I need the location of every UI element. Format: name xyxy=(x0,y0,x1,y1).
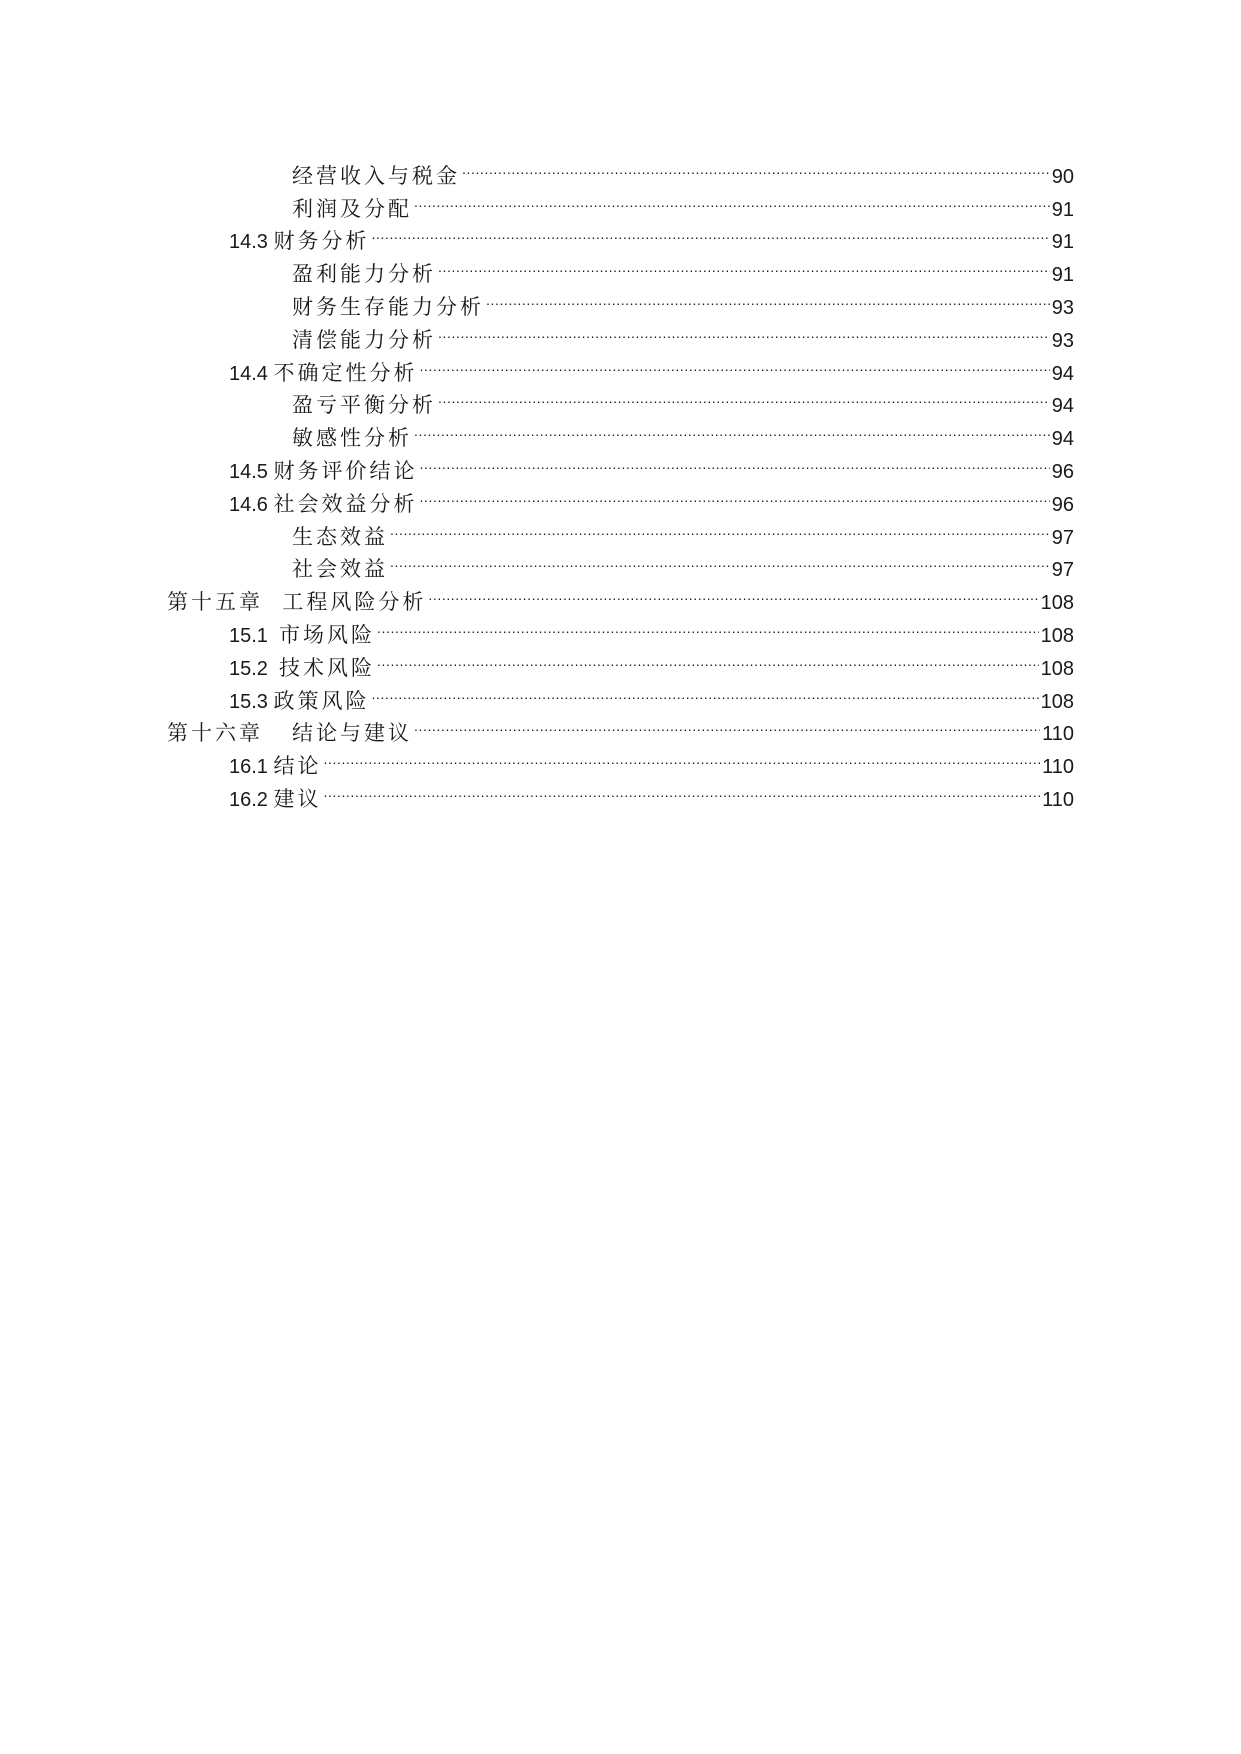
toc-entry-page: 90 xyxy=(1051,165,1074,188)
toc-entry[interactable] xyxy=(0,380,1241,418)
toc-entry-page: 97 xyxy=(1051,559,1074,582)
toc-entry-title: 利润及分配 xyxy=(292,196,412,221)
toc-entry-page: 94 xyxy=(1051,428,1074,451)
toc-entry-page: 108 xyxy=(1040,592,1074,615)
toc-entry-page: 110 xyxy=(1042,756,1074,779)
toc-leader-dots xyxy=(377,609,1039,642)
toc-entry[interactable] xyxy=(0,248,1241,287)
toc-entry-page: 91 xyxy=(1051,198,1074,221)
toc-entry-number: 15.3 xyxy=(229,690,274,713)
toc-entry[interactable] xyxy=(0,281,1241,319)
toc-entry-page: 108 xyxy=(1040,657,1074,680)
toc-entry[interactable] xyxy=(0,642,1241,680)
toc-leader-dots xyxy=(419,445,1049,478)
toc-leader-dots xyxy=(438,248,1050,281)
toc-leader-dots xyxy=(428,576,1038,609)
toc-entry-page: 108 xyxy=(1040,690,1074,713)
toc-leader-dots xyxy=(390,511,1050,544)
toc-leader-dots xyxy=(371,675,1038,708)
toc-entry-page: 97 xyxy=(1051,526,1074,549)
toc-entry[interactable] xyxy=(0,347,1241,385)
toc-leader-dots xyxy=(371,216,1049,249)
toc-entry[interactable] xyxy=(0,511,1241,549)
toc-entry-title: 技术风险 xyxy=(279,655,376,680)
toc-entry-title: 第十五章 工程风险分析 xyxy=(167,590,427,615)
toc-entry-page: 94 xyxy=(1051,362,1074,385)
toc-entry-page: 94 xyxy=(1051,395,1074,418)
toc-chapter-entry[interactable] xyxy=(0,576,1241,615)
toc-entry-number: 14.4 xyxy=(229,362,274,385)
toc-entry-number: 14.3 xyxy=(229,231,274,254)
toc-entry-title: 市场风险 xyxy=(279,622,376,647)
toc-entry-title: 社会效益 xyxy=(292,557,388,582)
toc-leader-dots xyxy=(462,150,1050,183)
toc-entry[interactable] xyxy=(0,544,1241,582)
toc-entry[interactable] xyxy=(0,609,1241,647)
toc-leader-dots xyxy=(438,314,1050,347)
toc-entry-title: 财务分析 xyxy=(273,229,370,254)
toc-entry-title: 结论 xyxy=(273,754,322,779)
toc-entry[interactable] xyxy=(0,150,1241,188)
toc-entry-title: 财务生存能力分析 xyxy=(292,294,484,319)
toc-entry-page: 91 xyxy=(1051,264,1074,287)
toc-entry-page: 110 xyxy=(1042,723,1074,746)
toc-entry[interactable] xyxy=(0,445,1241,483)
toc-leader-dots xyxy=(390,544,1050,577)
toc-entry-title: 盈亏平衡分析 xyxy=(292,393,436,418)
toc-entry-title: 财务评价结论 xyxy=(273,458,418,483)
toc-entry-page: 91 xyxy=(1051,231,1074,254)
toc-leader-dots xyxy=(414,708,1040,741)
toc-entry-number: 16.1 xyxy=(229,756,274,779)
toc-entry-page: 110 xyxy=(1042,788,1074,811)
toc-entry-page: 93 xyxy=(1051,329,1074,352)
toc-entry-title: 第十六章 结论与建议 xyxy=(167,721,413,746)
toc-entry-number: 15.2 xyxy=(229,657,280,680)
toc-entry-number: 15.1 xyxy=(229,624,280,647)
toc-entry[interactable] xyxy=(0,183,1241,221)
toc-entry-title: 生态效益 xyxy=(292,524,388,549)
toc-leader-dots xyxy=(414,183,1050,216)
toc-entry-number: 14.5 xyxy=(229,460,274,483)
toc-entry-title: 敏感性分析 xyxy=(292,426,412,451)
toc-leader-dots xyxy=(323,773,1040,806)
toc-entry[interactable] xyxy=(0,216,1241,254)
toc-entry-number: 14.6 xyxy=(229,493,274,516)
toc-leader-dots xyxy=(486,281,1050,314)
toc-entry-title: 政策风险 xyxy=(273,688,370,713)
table-of-contents xyxy=(0,150,1241,811)
toc-entry[interactable] xyxy=(0,773,1241,811)
toc-leader-dots xyxy=(419,347,1049,380)
toc-entry[interactable] xyxy=(0,675,1241,713)
toc-entry-page: 96 xyxy=(1051,493,1074,516)
toc-entry-title: 不确定性分析 xyxy=(273,360,418,385)
toc-entry-title: 盈利能力分析 xyxy=(292,262,436,287)
toc-leader-dots xyxy=(438,380,1050,413)
toc-entry-page: 108 xyxy=(1040,624,1074,647)
toc-entry[interactable] xyxy=(0,478,1241,516)
toc-entry-title: 经营收入与税金 xyxy=(292,163,460,188)
toc-chapter-entry[interactable] xyxy=(0,708,1241,746)
toc-entry-title: 清偿能力分析 xyxy=(292,327,436,352)
toc-entry-page: 96 xyxy=(1051,460,1074,483)
toc-leader-dots xyxy=(377,642,1039,675)
toc-entry[interactable] xyxy=(0,740,1241,779)
toc-entry-title: 建议 xyxy=(273,786,322,811)
toc-leader-dots xyxy=(419,478,1049,511)
toc-leader-dots xyxy=(414,412,1050,445)
toc-entry[interactable] xyxy=(0,412,1241,451)
toc-entry[interactable] xyxy=(0,314,1241,352)
toc-entry-title: 社会效益分析 xyxy=(273,491,418,516)
toc-entry-number: 16.2 xyxy=(229,788,274,811)
toc-leader-dots xyxy=(323,740,1040,773)
toc-entry-page: 93 xyxy=(1051,296,1074,319)
